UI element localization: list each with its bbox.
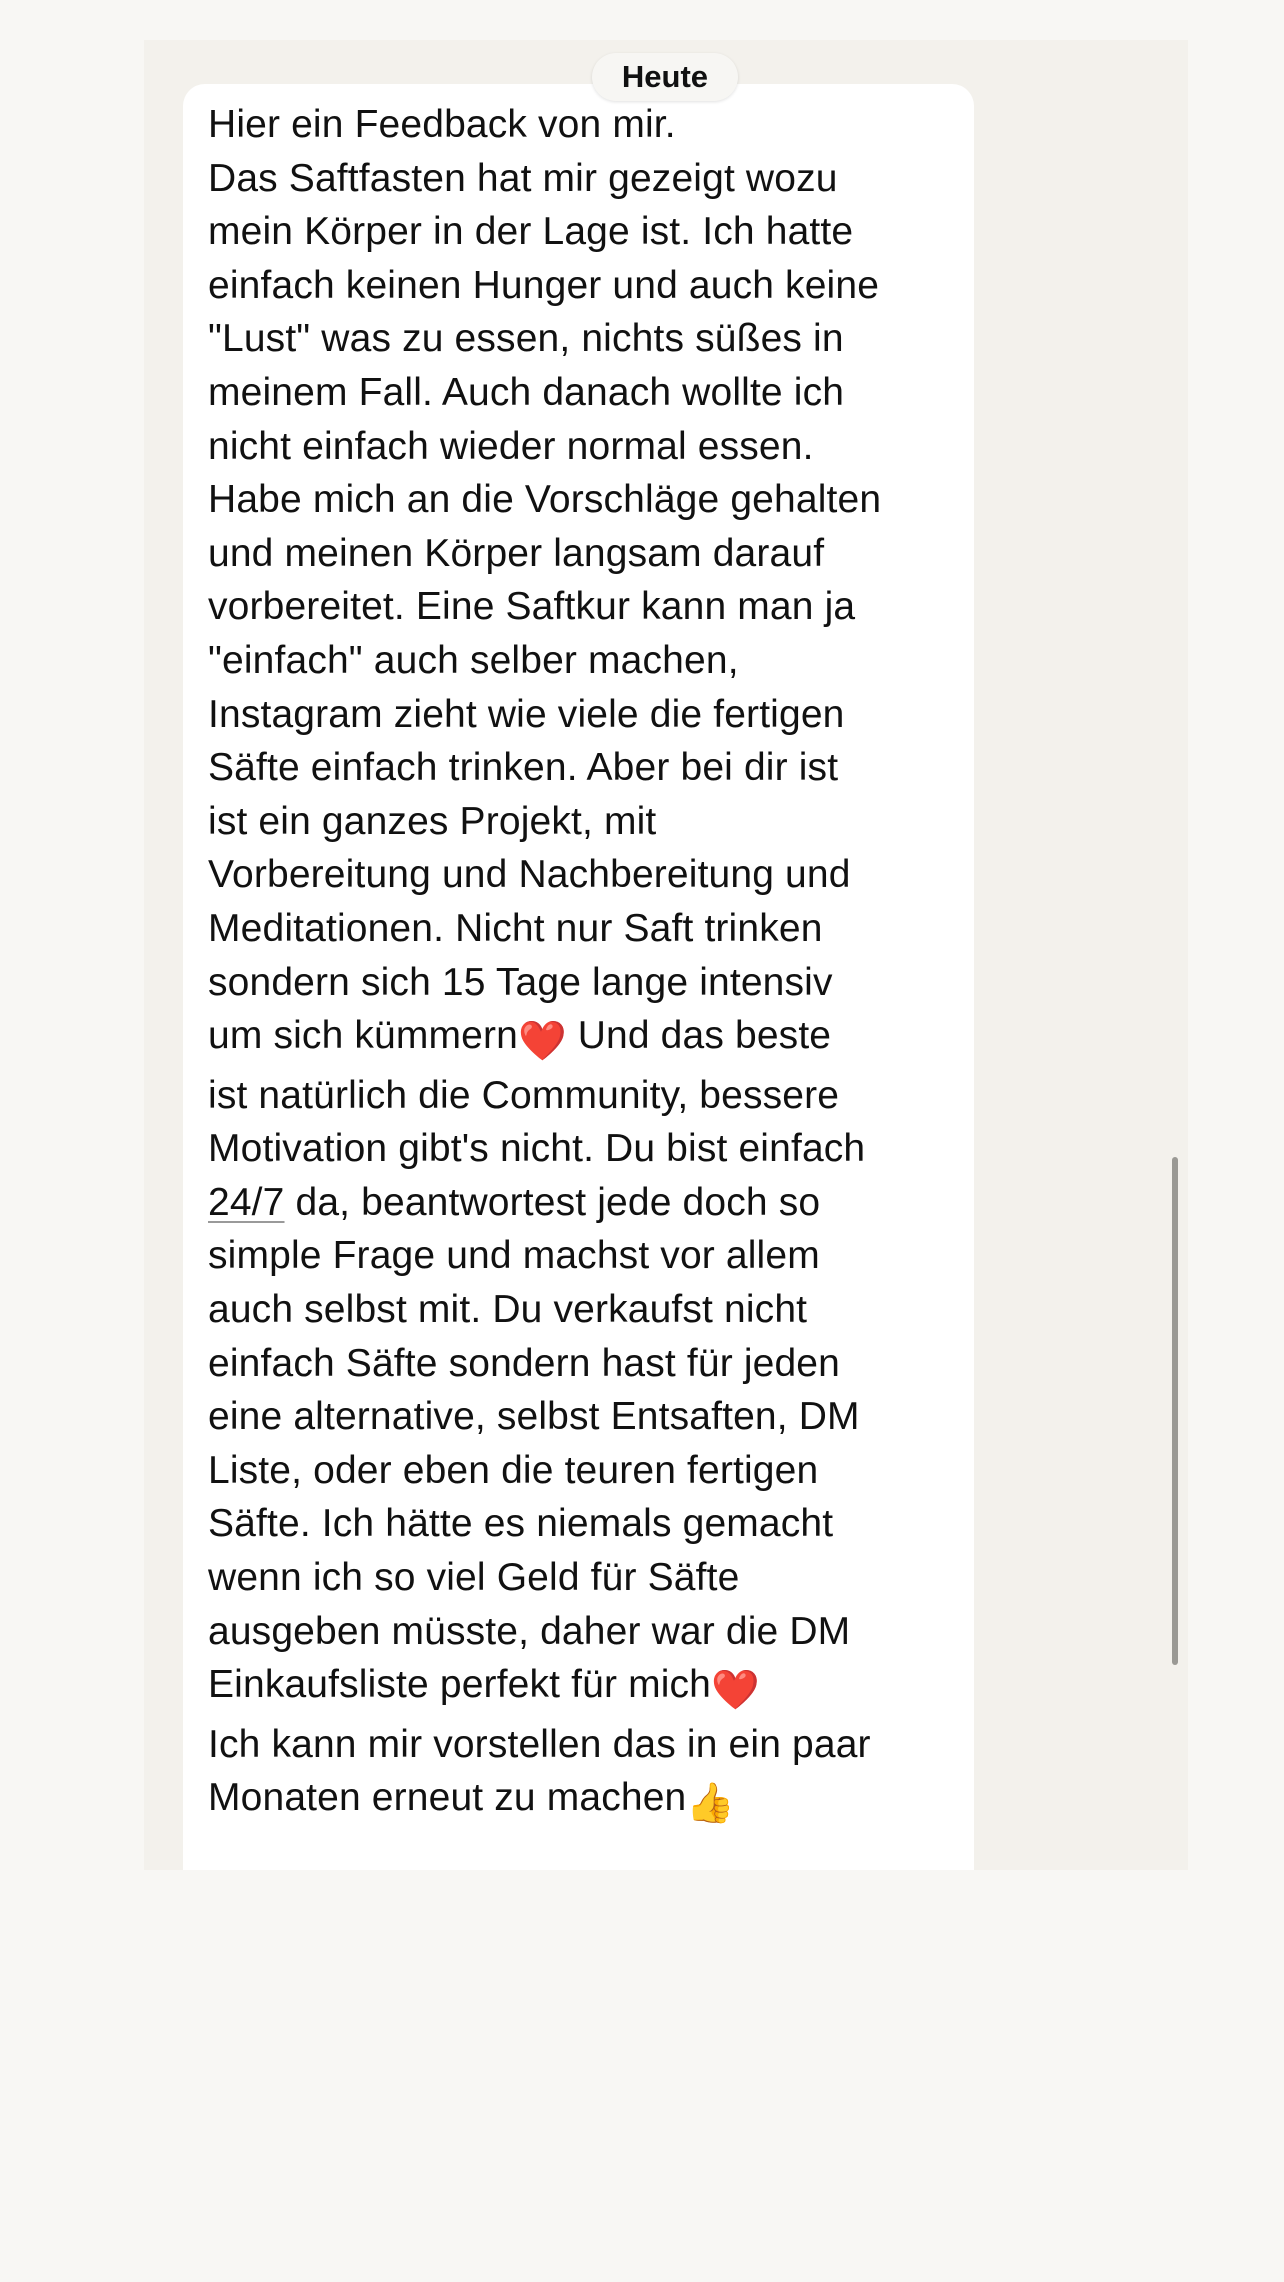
message-line: sondern sich 15 Tage lange intensiv bbox=[208, 960, 833, 1004]
empty-area bbox=[0, 1870, 1284, 2282]
message-line: auch selbst mit. Du verkaufst nicht bbox=[208, 1288, 808, 1332]
message-line: "Lust" was zu essen, nichts süßes in bbox=[208, 317, 844, 361]
message-line: nicht einfach wieder normal essen. bbox=[208, 424, 814, 468]
message-text bbox=[208, 98, 968, 1831]
message-line: wenn ich so viel Geld für Säfte bbox=[208, 1556, 740, 1600]
message-line: Vorbereitung und Nachbereitung und bbox=[208, 853, 851, 897]
thumbs-up-icon: 👍 bbox=[686, 1782, 736, 1826]
message-line: eine alternative, selbst Entsaften, DM bbox=[208, 1395, 860, 1439]
scrollbar-thumb[interactable] bbox=[1172, 1157, 1178, 1665]
message-line: ist natürlich die Community, bessere bbox=[208, 1073, 840, 1117]
heart-icon: ❤️ bbox=[517, 1020, 567, 1064]
message-segment: Monaten erneut zu machen bbox=[208, 1776, 687, 1820]
message-line: ist ein ganzes Projekt, mit bbox=[208, 799, 657, 843]
message-line: Säfte einfach trinken. Aber bei dir ist bbox=[208, 746, 839, 790]
message-line bbox=[208, 1009, 968, 1069]
message-line: Säfte. Ich hätte es niemals gemacht bbox=[208, 1502, 834, 1546]
message-line: meinem Fall. Auch danach wollte ich bbox=[208, 370, 845, 414]
message-line: Meditationen. Nicht nur Saft trinken bbox=[208, 906, 823, 950]
message-line bbox=[208, 1176, 968, 1230]
message-line: vorbereitet. Eine Saftkur kann man ja bbox=[208, 585, 856, 629]
message-line: simple Frage und machst vor allem bbox=[208, 1234, 820, 1278]
message-line: Ich kann mir vorstellen das in ein paar bbox=[208, 1722, 871, 1766]
heart-icon: ❤️ bbox=[711, 1669, 760, 1713]
message-line: Instagram zieht wie viele die fertigen bbox=[208, 692, 845, 736]
message-line: Motivation gibt's nicht. Du bist einfach bbox=[208, 1127, 866, 1171]
message-line: mein Körper in der Lage ist. Ich hatte bbox=[208, 210, 854, 254]
message-bubble[interactable] bbox=[183, 84, 974, 1870]
message-line: und meinen Körper langsam darauf bbox=[208, 531, 825, 575]
message-line: einfach Säfte sondern hast für jeden bbox=[208, 1341, 840, 1385]
message-line: Habe mich an die Vorschläge gehalten bbox=[208, 478, 882, 522]
time-link[interactable]: 24/7 bbox=[208, 1180, 285, 1224]
message-line: ausgeben müsste, daher war die DM bbox=[208, 1609, 851, 1653]
message-segment: da, beantwortest jede doch so bbox=[284, 1180, 821, 1224]
message-segment: Einkaufsliste perfekt für mich bbox=[208, 1663, 712, 1707]
message-segment: Und das beste bbox=[566, 1014, 832, 1058]
message-line: einfach keinen Hunger und auch keine bbox=[208, 263, 880, 307]
message-segment: um sich kümmern bbox=[208, 1014, 518, 1058]
message-line bbox=[208, 1771, 968, 1831]
message-line bbox=[208, 1658, 968, 1718]
date-separator: Heute bbox=[592, 53, 738, 101]
message-line: Hier ein Feedback von mir. bbox=[208, 103, 676, 146]
message-line: "einfach" auch selber machen, bbox=[208, 638, 739, 682]
message-line: Das Saftfasten hat mir gezeigt wozu bbox=[208, 156, 838, 200]
message-line: Liste, oder eben die teuren fertigen bbox=[208, 1448, 819, 1492]
